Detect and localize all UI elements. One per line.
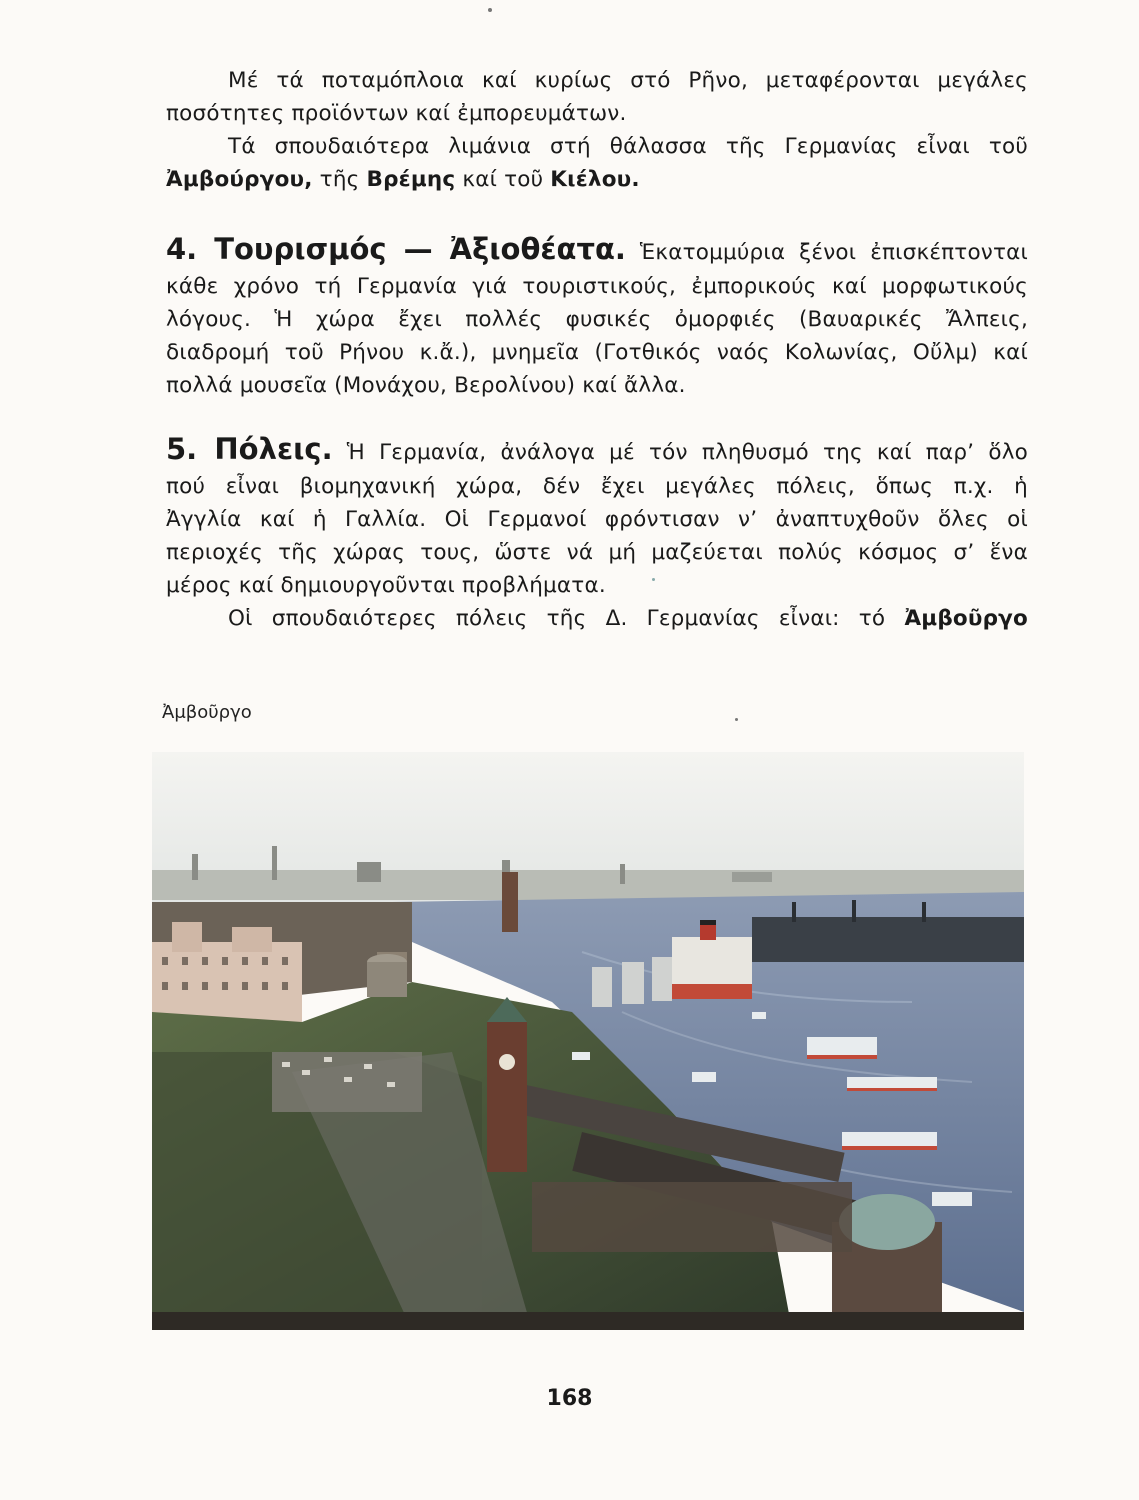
warehouses xyxy=(532,1182,852,1252)
paragraph-ports xyxy=(166,130,1028,196)
port-bremen: Βρέμης xyxy=(366,167,456,192)
section-tourism xyxy=(166,232,1028,402)
text-separator: καί τοῦ xyxy=(455,167,551,192)
text-line xyxy=(166,602,1028,635)
section-heading-tourism: 4. Τουρισμός — Ἀξιοθέατα. xyxy=(166,232,626,266)
print-speck xyxy=(488,8,492,12)
text-line: πολλά μουσεῖα (Μονάχου, Βερολίνου) καί ἄλλα. xyxy=(166,373,686,398)
clock-tower xyxy=(487,997,527,1172)
city-hamburg: Ἀμβοῦργο xyxy=(904,606,1028,631)
section-cities xyxy=(166,432,1028,635)
text-line: κάθε χρόνο τή Γερμανία γιά τουριστικούς, ἐμπορικούς καί μορφωτικούς xyxy=(166,274,1028,299)
text-line xyxy=(166,432,1028,470)
text-separator: τῆς xyxy=(312,167,367,192)
text-line xyxy=(166,232,1028,270)
hamburg-harbour-photo xyxy=(152,752,1024,1330)
text-line: διαδρομή τοῦ Ρήνου κ.ἄ.), μνημεῖα (Γοτθικός ναός Κολωνίας, Οὔλμ) καί xyxy=(166,340,1028,365)
text-span: Ἑκατομμύρια ξένοι ἐπισκέπτονται xyxy=(625,240,1029,265)
text-line: λόγους. Ἡ χώρα ἔχει πολλές φυσικές ὀμορφιές (Βαυαρικές Ἄλπεις, xyxy=(166,307,1028,332)
text-line: περιοχές τῆς χώρας τους, ὥστε νά μή μαζεύεται πολύς κόσμος σ’ ἕνα xyxy=(166,540,1028,565)
print-speck xyxy=(652,578,655,581)
print-speck xyxy=(735,718,738,721)
port-kiel: Κιέλου. xyxy=(550,167,640,192)
photo-caption: Ἀμβοῦργο xyxy=(162,702,252,723)
text-line: μέρος καί δημιουργοῦνται προβλήματα. xyxy=(166,573,606,598)
text-line: Ἀγγλία καί ἡ Γαλλία. Οἱ Γερμανοί φρόντισαν ν’ ἀναπτυχθοῦν ὅλες οἱ xyxy=(166,507,1028,532)
text-line: πού εἶναι βιομηχανική χώρα, δέν ἔχει μεγάλες πόλεις, ὅπως π.χ. ἡ xyxy=(166,474,1028,499)
page-number: 168 xyxy=(546,1386,593,1411)
text-span: Οἱ σπουδαιότερες πόλεις τῆς Δ. Γερμανίας εἶναι: τό xyxy=(228,606,905,631)
text-line xyxy=(166,163,1028,196)
paragraph-river-transport xyxy=(166,64,1028,130)
text-span: Ἡ Γερμανία, ἀνάλογα μέ τόν πληθυσμό της καί παρ’ ὅλο xyxy=(332,440,1028,465)
text-line: ποσότητες προϊόντων καί ἐμπορευμάτων. xyxy=(166,101,627,126)
section-heading-cities: 5. Πόλεις. xyxy=(166,432,333,466)
harbour-tower xyxy=(502,872,518,932)
harbour-illustration xyxy=(152,752,1024,1330)
text-line: Τά σπουδαιότερα λιμάνια στή θάλασσα τῆς Γερμανίας εἶναι τοῦ xyxy=(228,134,1028,159)
text-line: Μέ τά ποταμόπλοια καί κυρίως στό Ρῆνο, μεταφέρονται μεγάλες xyxy=(228,68,1028,93)
far-docks xyxy=(752,917,1024,962)
port-hamburg: Ἀμβούργου, xyxy=(166,167,313,192)
